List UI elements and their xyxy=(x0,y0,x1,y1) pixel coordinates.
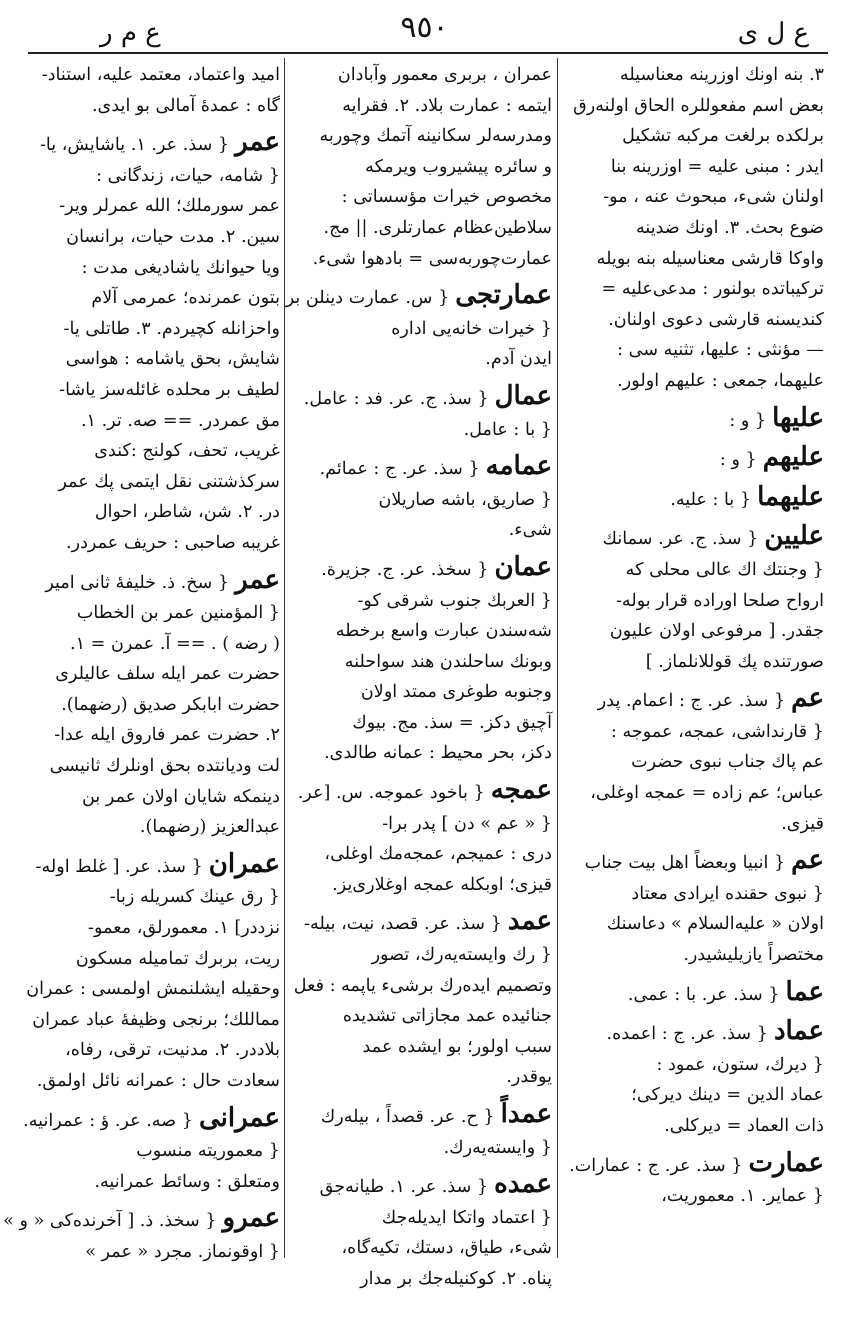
definition-text: ( رضه ) . == آ. عمرن = ١. xyxy=(70,633,280,654)
definition-text: ٣. بنه اونك اوزرینه معناسیله xyxy=(619,65,824,85)
headword: علیهما xyxy=(757,481,824,512)
dictionary-entry xyxy=(290,775,552,900)
entry-line xyxy=(290,1203,552,1234)
entry-line xyxy=(564,683,824,717)
entry-line xyxy=(14,344,280,375)
definition-text: { خیرات خانه‌یی اداره xyxy=(391,318,552,339)
entry-line xyxy=(290,1133,552,1164)
definition-text: جنائیده عمد مجازاتی تشدید‌ه xyxy=(342,1006,552,1027)
entry-line xyxy=(290,1169,552,1203)
entry-line xyxy=(290,647,552,678)
definition-text: وحقیله ایشلنمش اولمسی : عمران xyxy=(26,979,280,1000)
entry-line xyxy=(564,1111,824,1142)
entry-line xyxy=(290,1001,552,1032)
header-rule xyxy=(28,52,828,54)
definition-text: قیزی. xyxy=(781,813,824,834)
definition-text: ومتعلق : وسائط عمرانیه. xyxy=(94,1171,280,1192)
definition-text: عبدالعزیز (رضهما). xyxy=(139,817,280,838)
definition-text: واوكا قارشی معناسیله بنه بویله xyxy=(596,248,824,269)
entry-line xyxy=(290,1062,552,1093)
entry-line xyxy=(564,442,824,476)
entry-line xyxy=(290,60,552,91)
column-divider-left xyxy=(284,58,285,1258)
definition-text: سعادت حال : عمرانه نائل اولمق. xyxy=(36,1071,280,1091)
definition-text: دری : عمیجم، عمجه‌مك اوغلی، xyxy=(324,844,552,865)
headword: عمده xyxy=(494,1169,552,1200)
column-divider-right xyxy=(557,58,558,1258)
definition-text: آچیق دكز. = سذ. مج. بیوك xyxy=(352,712,552,733)
headword: عمجه xyxy=(490,775,552,806)
headword: عمران xyxy=(208,848,280,879)
definition-text: وبونك ساحلندن هند سواحلنه xyxy=(344,651,552,672)
definition-text: وتصمیم ایده‌رك برشیء یاپمه : فعل xyxy=(293,975,552,996)
definition-text: حضرت عمر ایله سلف عالیلری xyxy=(55,664,280,685)
dictionary-entry xyxy=(564,60,824,397)
dictionary-entry xyxy=(14,127,280,558)
definition-text: لت ودیانتده بحق اونلرك ثانیسی xyxy=(49,756,280,777)
definition-text: { « عم » دن ] پدر برا- xyxy=(382,813,552,834)
entry-line xyxy=(290,870,552,901)
definition-text: { سذ. عر. ج : اعمام. پدر xyxy=(597,691,786,712)
definition-text: مق عمردر. == صه. تر. ١. xyxy=(80,410,280,431)
definition-text: سین. ٢. مدت حیات، برانسان xyxy=(66,226,280,247)
definition-text: { با : علیه. xyxy=(670,489,752,510)
definition-text: { صاریق، باشه صاریلان xyxy=(378,489,552,510)
definition-text: سبب اولور؛ بو ایشده عمد xyxy=(362,1036,552,1057)
entry-line xyxy=(564,152,824,183)
entry-line xyxy=(564,482,824,516)
entry-line xyxy=(290,809,552,840)
entry-line xyxy=(290,940,552,971)
definition-text: ویا حیوانك یاشادیغی مدت : xyxy=(81,257,280,278)
entry-line xyxy=(14,1136,280,1167)
entry-line xyxy=(14,1066,280,1097)
entry-line xyxy=(290,244,552,275)
definition-text: قیزی؛ اوبكله عمجه اوغلاری‌یز. xyxy=(332,874,552,895)
definition-text: در. ٢. شن، شاطر، احوال xyxy=(94,502,280,523)
entry-line xyxy=(290,1032,552,1063)
entry-line xyxy=(14,91,280,122)
entry-line xyxy=(290,839,552,870)
definition-text: برلکده برلغت مرکبه تشکیل xyxy=(622,126,824,147)
definition-text: { رك وایسته‌یه‌رك، تصور xyxy=(371,945,552,966)
entry-line xyxy=(290,415,552,446)
entry-line xyxy=(14,565,280,599)
definition-text: عباس؛ عم زاده = عمجه اوغلی، xyxy=(590,783,824,804)
column-left xyxy=(3,60,280,1262)
headword: علیین xyxy=(764,521,824,552)
entry-line xyxy=(564,616,824,647)
definition-text: ذات العماد = دیركلی. xyxy=(664,1116,824,1136)
dictionary-entry xyxy=(290,1099,552,1163)
definition-text: { ح. عر. قصداً ، بیله‌رك xyxy=(320,1107,495,1127)
entry-line xyxy=(564,213,824,244)
entry-line xyxy=(564,60,824,91)
definition-text: { عمایر. ١. معموریت، xyxy=(661,1186,824,1207)
definition-text: { وایسته‌یه‌رك. xyxy=(443,1137,552,1158)
entry-line xyxy=(290,1264,552,1295)
entry-line xyxy=(564,1050,824,1081)
definition-text: { رق عینك كسریله زبا- xyxy=(109,887,280,908)
definition-text: { سذ. عر. ج : عمائم. xyxy=(319,459,480,480)
definition-text: { باخود عموجه. س. [عر. xyxy=(297,783,485,804)
entry-line xyxy=(14,253,280,284)
entry-line xyxy=(564,1080,824,1111)
page-number: ٩٥٠ xyxy=(400,10,449,45)
definition-text: ایدن آدم. xyxy=(485,349,552,370)
header-left-guide: ع م ر xyxy=(100,18,161,48)
entry-line xyxy=(14,406,280,437)
definition-text: عم پاك جناب نبوی حضرت xyxy=(631,752,824,773)
definition-text: { العربك جنوب شرقی كو- xyxy=(357,590,552,611)
definition-text: ارواح صلحا اوراده قرار بوله- xyxy=(615,590,824,611)
entry-line xyxy=(290,213,552,244)
entry-line xyxy=(564,647,824,678)
definition-text: پناه. ٢. كوكنیله‌جك بر مدار xyxy=(360,1268,552,1289)
entry-line xyxy=(14,60,280,91)
definition-text: { اوقونماز. مجرد « عمر » xyxy=(85,1241,280,1262)
definition-text: لطیف بر محلده غائله‌سز یاشا- xyxy=(59,379,280,400)
definition-text: مختصراً یازیلیشیدر. xyxy=(683,945,824,966)
entry-line xyxy=(564,274,824,305)
entry-line xyxy=(14,161,280,192)
entry-line xyxy=(564,91,824,122)
definition-text: { معموریته منسوب xyxy=(136,1141,280,1162)
headword: عمارت xyxy=(748,1147,824,1178)
entry-line xyxy=(290,152,552,183)
entry-line xyxy=(14,528,280,559)
entry-line xyxy=(14,782,280,813)
entry-line xyxy=(14,720,280,751)
definition-text: دكز، بحر محیط : عمانه طالدی. xyxy=(324,743,552,764)
dictionary-entry xyxy=(290,906,552,1093)
definition-text: گاه : عمدهٔ آمالی بو ایدی. xyxy=(91,95,280,116)
entry-line xyxy=(14,913,280,944)
headword: علیها xyxy=(772,402,824,433)
entry-line xyxy=(14,467,280,498)
definition-text: ٢. حضرت عمر فاروق ایله عدا- xyxy=(54,725,280,746)
entry-line xyxy=(290,677,552,708)
definition-text: بعض اسم مفعوللره الحاق اولنه‌رق xyxy=(573,95,824,116)
headword: عمامه xyxy=(485,451,552,482)
dictionary-entry xyxy=(290,451,552,546)
definition-text: { سذ. عر. ج : عمارات. xyxy=(569,1155,743,1176)
dictionary-entry xyxy=(564,482,824,516)
definition-text: علیهما، جمعی : علیهم اولور. xyxy=(617,370,824,391)
dictionary-entry xyxy=(290,1169,552,1294)
definition-text: جقدر. [ مرفوعی اولان علیون xyxy=(609,621,824,642)
headword: عما xyxy=(785,976,824,1007)
definition-text: { اعتماد واتكا ایدیله‌جك xyxy=(381,1207,552,1228)
headword: عماد xyxy=(773,1016,824,1047)
definition-text: { دیرك، ستون، عمود : xyxy=(656,1054,824,1075)
entry-line xyxy=(14,222,280,253)
definition-text: { سذ. عر. ١. یاشایش، یا- xyxy=(39,135,230,156)
entry-line xyxy=(290,515,552,546)
definition-text: ایتمه : عمارت بلاد. ٢. فقرایه xyxy=(342,95,552,116)
definition-text: صورتنده پك قوللانلماز. ] xyxy=(645,651,824,672)
definition-text: حضرت ابابكر صدیق (رضهما). xyxy=(61,694,280,715)
definition-text: { سذ. عر. ج : اعمده. xyxy=(606,1024,768,1045)
entry-line xyxy=(564,809,824,840)
entry-line xyxy=(290,182,552,213)
dictionary-entry xyxy=(290,381,552,445)
definition-text: { با : عامل. xyxy=(463,419,552,440)
definition-text: سركذشتنی نقل ایتمی پك عمر xyxy=(58,471,280,492)
definition-text: { سخذ. عر. ج. جزیرة. xyxy=(321,559,489,580)
definition-text: واحزانله كچیردم. ٣. طاتلی یا- xyxy=(63,318,280,339)
definition-text: ومدرسه‌لر سكانینه آتمك وچوربه xyxy=(319,126,552,147)
column-middle xyxy=(285,60,552,1289)
dictionary-entry xyxy=(564,683,824,839)
definition-text: مخصوص خیرات مؤسساتی : xyxy=(341,187,552,208)
definition-text: عمران ، بربری معمور وآبادان xyxy=(337,65,552,85)
dictionary-entry xyxy=(564,1016,824,1141)
definition-text: مماللك؛ برنجی وظیفهٔ عباد عمران xyxy=(32,1009,280,1030)
definition-text: { سخ. ذ. خلیفهٔ ثانی امیر xyxy=(45,572,230,593)
entry-line xyxy=(290,971,552,1002)
definition-text: { و : xyxy=(719,450,757,471)
entry-line xyxy=(14,436,280,467)
definition-text: ترکیباتده بولنور : مدعی‌علیه = xyxy=(601,279,824,300)
dictionary-entry xyxy=(14,849,280,1097)
entry-line xyxy=(564,909,824,940)
entry-line xyxy=(564,1181,824,1212)
entry-line xyxy=(14,974,280,1005)
definition-text: اولان « علیه‌السلام » دعاسنك xyxy=(606,914,824,935)
entry-line xyxy=(290,485,552,516)
entry-line xyxy=(290,344,552,375)
dictionary-entry xyxy=(290,552,552,769)
definition-text: غریبه صاحبی : حریف عمردر. xyxy=(66,532,280,553)
dictionary-entry xyxy=(14,1103,280,1198)
definition-text: { سذ. ج. عر. سمانك xyxy=(602,529,759,550)
definition-text: عمارت‌چوربه‌سی = بادهوا شیء. xyxy=(312,248,552,269)
definition-text: { نبوی حقنده ایرادی معتاد xyxy=(631,883,824,904)
entry-line xyxy=(564,182,824,213)
entry-line xyxy=(285,280,552,314)
definition-text: ایدر : مبنی علیه = اوزرینه بنا xyxy=(610,156,824,177)
entry-line xyxy=(14,849,280,883)
headword: علیهم xyxy=(762,442,824,473)
entry-line xyxy=(564,977,824,1011)
entry-line xyxy=(14,1103,280,1137)
dictionary-entry xyxy=(285,280,552,375)
entry-line xyxy=(14,1035,280,1066)
entry-line xyxy=(14,659,280,690)
definition-text: { قارنداشی، عمجه، عموجه : xyxy=(610,721,824,742)
entry-line xyxy=(14,1005,280,1036)
entry-line xyxy=(14,690,280,721)
entry-line xyxy=(14,283,280,314)
entry-line xyxy=(564,244,824,275)
entry-line xyxy=(14,375,280,406)
dictionary-entry xyxy=(14,60,280,121)
definition-text: امید واعتماد، معتمد علیه، استناد- xyxy=(41,65,280,85)
definition-text: شیء. xyxy=(508,520,552,541)
dictionary-entry xyxy=(14,565,280,843)
entry-line xyxy=(14,629,280,660)
entry-line xyxy=(14,944,280,975)
entry-line xyxy=(564,1016,824,1050)
entry-line xyxy=(564,305,824,336)
entry-line xyxy=(564,940,824,971)
definition-text: { انبیا وبعضاً اهل بیت جناب xyxy=(584,853,786,874)
entry-line xyxy=(564,717,824,748)
entry-line xyxy=(564,879,824,910)
headword: عمر xyxy=(235,127,280,158)
headword: عمداً xyxy=(500,1099,552,1129)
definition-text: { و : xyxy=(729,410,767,431)
entry-line xyxy=(564,366,824,397)
definition-text: { شامه، حیات، زندگانی : xyxy=(96,165,280,186)
definition-text: ضوع بحث. ٣. اونك ضدینه xyxy=(636,217,824,238)
header-right-guide: ع ل ى xyxy=(737,18,809,48)
entry-line xyxy=(290,906,552,940)
dictionary-entry xyxy=(3,1203,280,1267)
entry-line xyxy=(14,751,280,782)
headword: عمان xyxy=(494,551,552,582)
column-right xyxy=(564,60,824,1250)
entry-line xyxy=(14,882,280,913)
entry-line xyxy=(14,1167,280,1198)
entry-line xyxy=(290,708,552,739)
entry-line xyxy=(290,1233,552,1264)
dictionary-entry xyxy=(564,521,824,677)
entry-line xyxy=(14,191,280,222)
definition-text: و سائره پیشیروب ویرمكه xyxy=(365,156,552,177)
entry-line xyxy=(290,314,552,345)
headword: عمارتجی xyxy=(455,280,552,311)
dictionary-entry xyxy=(564,845,824,970)
headword: عمد xyxy=(507,906,552,937)
dictionary-entry xyxy=(564,403,824,437)
entry-line xyxy=(14,127,280,161)
definition-text: بلاددر. ٢. مدنیت، ترقی، رفاه، xyxy=(65,1040,280,1061)
entry-line xyxy=(290,738,552,769)
entry-line xyxy=(290,552,552,586)
definition-text: نزددر] ١. معمورلق، معمو- xyxy=(88,918,280,939)
entry-line xyxy=(290,616,552,647)
definition-text: شه‌سندن عبارت واسع برخطه xyxy=(335,621,552,642)
entry-line xyxy=(290,91,552,122)
definition-text: عمر سورملك؛ الله عمرلر ویر- xyxy=(59,196,280,217)
entry-line xyxy=(564,778,824,809)
entry-line xyxy=(564,555,824,586)
definition-text: عماد الدین = دینك دیركی؛ xyxy=(631,1085,824,1106)
definition-text: { صه. عر. ؤ : عمرانیه. xyxy=(23,1110,193,1131)
entry-line xyxy=(14,1237,280,1268)
entry-line xyxy=(564,1148,824,1182)
definition-text: { س. عمارت دینلن بر xyxy=(285,288,450,309)
entry-line xyxy=(290,775,552,809)
definition-text: { وجنتك اك عالی محلی که xyxy=(625,559,824,580)
definition-text: { سذ. ج. عر. فد : عامل. xyxy=(303,388,489,409)
entry-line xyxy=(564,403,824,437)
entry-line xyxy=(564,586,824,617)
definition-text: ریت، بربرك تمامیله مسكون xyxy=(75,948,280,969)
entry-line xyxy=(564,335,824,366)
entry-line xyxy=(14,314,280,345)
definition-text: { سذ. عر. قصد، نیت، بیله- xyxy=(304,914,502,935)
definition-text: { سذ. عر. با : عمی. xyxy=(627,984,780,1005)
definition-text: شیء، طیاق، دستك، تكیه‌گاه، xyxy=(341,1238,552,1259)
entry-line xyxy=(564,845,824,879)
definition-text: { سذ. عر. [ غلط اوله- xyxy=(35,856,203,877)
dictionary-entry xyxy=(564,977,824,1011)
entry-line xyxy=(564,747,824,778)
entry-line xyxy=(14,812,280,843)
definition-text: کندیسنه قارشی دعوی اولنان. xyxy=(608,309,824,330)
headword: عم xyxy=(791,683,824,714)
entry-line xyxy=(290,381,552,415)
entry-line xyxy=(290,586,552,617)
entry-line xyxy=(564,121,824,152)
headword: عمرانی xyxy=(198,1102,280,1133)
definition-text: وجنوبه طوغری ممتد اولان xyxy=(360,682,552,703)
definition-text: اولنان شیء، مبحوث عنه ، مو- xyxy=(603,187,824,208)
headword: عم xyxy=(791,845,824,876)
definition-text: — مؤنثی : علیها، تثنیه سی : xyxy=(617,340,824,361)
definition-text: { سذ. عر. ١. طیانه‌جق xyxy=(319,1177,489,1198)
dictionary-entry xyxy=(564,442,824,476)
dictionary-entry xyxy=(290,60,552,274)
entry-line xyxy=(14,497,280,528)
definition-text: { سخذ. ذ. [ آخرنده‌كی « و » xyxy=(3,1211,217,1232)
entry-line xyxy=(3,1203,280,1237)
headword: عمال xyxy=(494,380,552,411)
definition-text: شایش، بحق یاشامه : هواسی xyxy=(65,349,280,370)
definition-text: یوقدر. xyxy=(506,1067,552,1088)
entry-line xyxy=(564,521,824,555)
dictionary-entry xyxy=(564,1148,824,1212)
definition-text: غریب، تحف، كولنج :كندی xyxy=(94,441,280,462)
entry-line xyxy=(290,1099,552,1133)
entry-line xyxy=(290,451,552,485)
headword: عمر xyxy=(235,564,280,595)
entry-line xyxy=(14,598,280,629)
definition-text: سلاطین‌عظام عمارتلری. || مج. xyxy=(323,217,552,238)
entry-line xyxy=(290,121,552,152)
headword: عمرو xyxy=(222,1203,280,1234)
definition-text: دینمكه شایان اولان عمر بن xyxy=(81,786,280,807)
definition-text: { المؤمنین عمر بن الخطاب xyxy=(76,603,280,624)
definition-text: بتون عمرنده؛ عمرمی آلام xyxy=(91,288,280,309)
